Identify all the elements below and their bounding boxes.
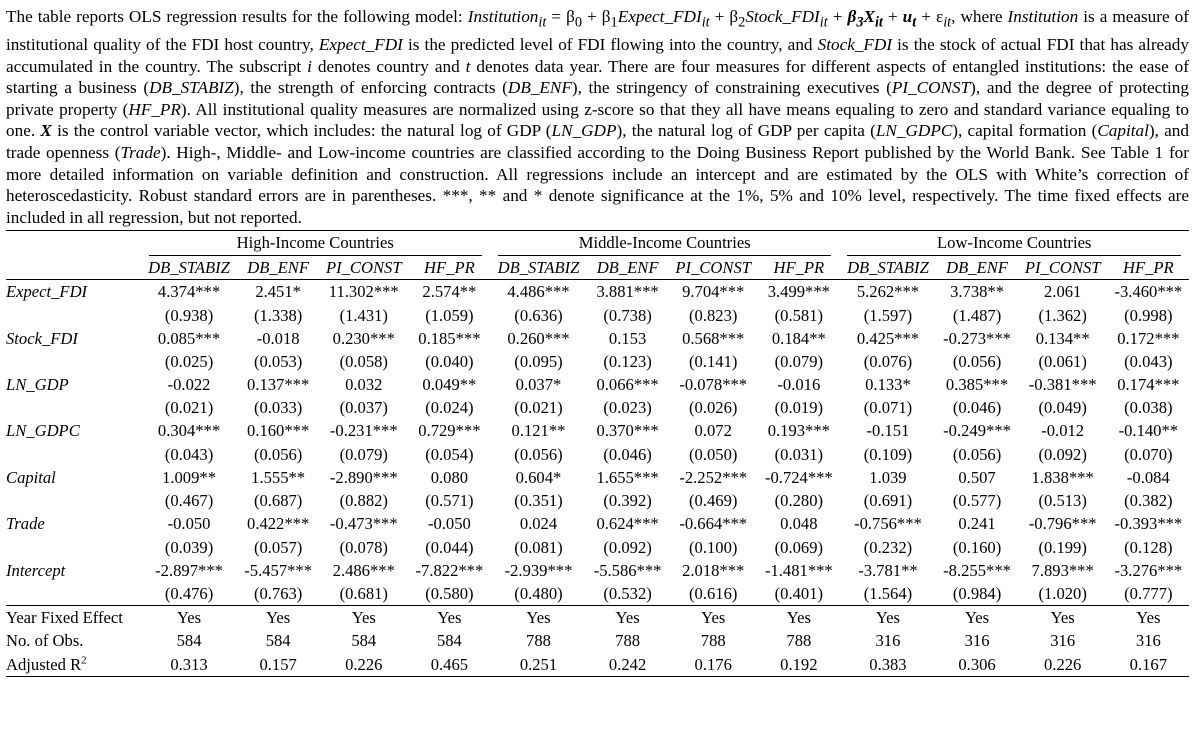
- std-error-cell: (0.681): [339, 584, 388, 604]
- coefficient-cell: 1.655***: [596, 467, 659, 487]
- coefficient-cell: 2.018***: [682, 560, 745, 580]
- std-error-cell: (0.467): [164, 491, 214, 511]
- coefficient-cell: 0.385***: [945, 375, 1009, 394]
- coefficient-cell: 0.133*: [865, 375, 911, 394]
- footer-value: 0.383: [839, 653, 936, 677]
- std-error-cell: (0.057): [253, 537, 303, 557]
- footer-value: 0.176: [668, 653, 758, 677]
- coefficient-cell: -5.457***: [244, 560, 313, 580]
- footer-value: Yes: [758, 606, 839, 630]
- blank-cell: [6, 536, 141, 559]
- std-error-cell: (0.513): [1038, 491, 1087, 511]
- std-error-cell: (0.040): [425, 352, 474, 371]
- std-error-cell: (1.597): [863, 305, 913, 325]
- std-error-cell: (0.069): [774, 537, 824, 557]
- coefficient-cell: 0.624***: [596, 514, 659, 534]
- std-error-cell: (0.024): [425, 398, 474, 418]
- footer-value: 0.226: [319, 653, 409, 677]
- std-error-cell: (0.109): [863, 444, 913, 464]
- coefficient-cell: 0.160***: [247, 421, 310, 441]
- table-row-se: [6, 304, 1189, 327]
- table-row: [6, 559, 1189, 582]
- row-label: LN_GDPC: [6, 421, 80, 441]
- std-error-cell: (0.053): [253, 352, 303, 371]
- coefficient-cell: -2.252***: [679, 467, 748, 487]
- coefficient-cell: 0.185***: [418, 328, 481, 348]
- coefficient-cell: -0.018: [256, 328, 300, 348]
- std-error-cell: (0.037): [339, 398, 388, 418]
- footer-label-text: Adjusted R: [6, 654, 82, 674]
- coefficient-cell: 4.374***: [141, 280, 238, 304]
- std-error-cell: (0.232): [863, 537, 913, 557]
- std-error-cell: (0.141): [689, 352, 738, 371]
- column-header: PI_CONST: [1024, 257, 1101, 277]
- coefficient-cell: -3.276***: [1114, 560, 1183, 580]
- coefficient-cell: 0.032: [345, 375, 383, 394]
- std-error-cell: (0.079): [774, 352, 824, 371]
- table-row: [6, 419, 1189, 442]
- footer-value: Yes: [587, 606, 668, 630]
- table-row-se: [6, 489, 1189, 512]
- group-high-income: High-Income Countries: [141, 231, 490, 256]
- coefficient-cell: 0.024: [519, 514, 558, 534]
- table-row: [6, 327, 1189, 350]
- coefficient-cell: 0.260***: [507, 328, 570, 348]
- std-error-cell: (0.023): [603, 398, 652, 418]
- std-error-cell: (0.199): [1038, 537, 1087, 557]
- blank-cell: [6, 443, 141, 466]
- coefficient-cell: -0.012: [1041, 421, 1085, 441]
- table-row-se: [6, 536, 1189, 559]
- coefficient-cell: -0.473***: [329, 514, 398, 534]
- std-error-cell: (1.020): [1038, 584, 1087, 604]
- std-error-cell: (0.351): [514, 491, 563, 511]
- footer-value: 584: [351, 631, 377, 651]
- coefficient-cell: -2.890***: [329, 467, 398, 487]
- footer-value: 0.157: [238, 653, 319, 677]
- blank-cell: [6, 396, 141, 419]
- table-body: [6, 280, 1189, 677]
- footer-row: [6, 629, 1189, 652]
- coefficient-cell: 3.499***: [758, 280, 839, 304]
- footer-value: 316: [964, 631, 990, 651]
- std-error-cell: (0.636): [514, 305, 563, 325]
- coefficient-cell: -2.939***: [504, 560, 573, 580]
- std-error-cell: (0.043): [164, 444, 214, 464]
- coefficient-cell: 0.370***: [596, 421, 659, 441]
- std-error-cell: (0.046): [603, 444, 652, 464]
- coefficient-cell: -2.897***: [155, 560, 223, 580]
- footer-label-text: No. of Obs.: [6, 631, 84, 651]
- std-error-cell: (0.050): [689, 444, 738, 464]
- std-error-cell: (0.056): [952, 444, 1002, 464]
- std-error-cell: (0.092): [1038, 444, 1087, 464]
- coefficient-cell: -0.078***: [679, 375, 748, 394]
- coefficient-cell: 0.604*: [515, 467, 562, 487]
- coefficient-cell: 0.049**: [422, 375, 477, 394]
- group-header-row: [6, 231, 1189, 256]
- table-row-se: [6, 350, 1189, 373]
- coefficient-cell: 0.425***: [856, 328, 920, 348]
- coefficient-cell: -1.481***: [764, 560, 833, 580]
- table-row-se: [6, 582, 1189, 606]
- std-error-cell: (0.401): [774, 584, 824, 604]
- coefficient-cell: 11.302***: [319, 280, 409, 304]
- coefficient-cell: 4.486***: [490, 280, 587, 304]
- footer-value: Yes: [1108, 606, 1189, 630]
- std-error-cell: (0.061): [1038, 352, 1087, 371]
- std-error-cell: (0.128): [1124, 537, 1173, 557]
- footer-label: [6, 629, 141, 652]
- column-header: DB_STABIZ: [148, 257, 230, 277]
- coefficient-cell: 0.507: [958, 467, 996, 487]
- std-error-cell: (0.021): [164, 398, 214, 418]
- coefficient-cell: -5.586***: [593, 560, 662, 580]
- footer-value: Yes: [141, 606, 238, 630]
- coefficient-cell: -0.393***: [1114, 514, 1183, 534]
- coefficient-cell: 0.072: [694, 421, 732, 441]
- coefficient-cell: 0.174***: [1117, 375, 1180, 394]
- footer-label: [6, 653, 141, 677]
- group-middle-income: Middle-Income Countries: [490, 231, 839, 256]
- footer-row: [6, 606, 1189, 630]
- footer-value: 316: [1135, 631, 1161, 651]
- std-error-cell: (0.039): [164, 537, 214, 557]
- footer-value: 788: [700, 631, 726, 651]
- column-header: DB_ENF: [596, 257, 659, 277]
- coefficient-cell: -0.016: [777, 375, 821, 394]
- std-error-cell: (0.577): [952, 491, 1002, 511]
- std-error-cell: (0.071): [863, 398, 913, 418]
- std-error-cell: (0.123): [603, 352, 652, 371]
- footer-value: Yes: [668, 606, 758, 630]
- std-error-cell: (1.338): [253, 305, 303, 325]
- coefficient-cell: -0.084: [1126, 467, 1170, 487]
- footer-label: [6, 606, 141, 630]
- coefficient-cell: 3.881***: [587, 280, 668, 304]
- std-error-cell: (0.382): [1124, 491, 1173, 511]
- std-error-cell: (0.984): [952, 584, 1002, 604]
- coefficient-cell: -0.050: [167, 514, 211, 534]
- coefficient-cell: 3.738**: [936, 280, 1017, 304]
- coefficient-cell: -0.022: [167, 375, 211, 394]
- footer-value: 0.465: [409, 653, 490, 677]
- std-error-cell: (0.056): [253, 444, 303, 464]
- coefficient-cell: -0.664***: [679, 514, 748, 534]
- coefficient-cell: 0.729***: [418, 421, 481, 441]
- row-label: Trade: [6, 514, 45, 534]
- std-error-cell: (0.070): [1124, 444, 1173, 464]
- std-error-cell: (1.487): [952, 305, 1002, 325]
- coefficient-cell: 1.039: [869, 467, 907, 487]
- std-error-cell: (0.078): [339, 537, 388, 557]
- row-label: LN_GDP: [6, 375, 69, 394]
- column-header: HF_PR: [773, 257, 825, 277]
- footer-row: [6, 653, 1189, 677]
- std-error-cell: (0.043): [1124, 352, 1173, 371]
- footer-value: 0.313: [141, 653, 238, 677]
- row-label: Capital: [6, 467, 56, 487]
- coefficient-cell: 1.009**: [162, 467, 216, 487]
- std-error-cell: (0.938): [164, 305, 214, 325]
- column-header: HF_PR: [1123, 257, 1174, 277]
- coefficient-cell: -3.460***: [1108, 280, 1189, 304]
- std-error-cell: (0.160): [952, 537, 1002, 557]
- regression-table: [6, 230, 1189, 677]
- std-error-cell: (0.081): [514, 537, 563, 557]
- corner-cell: [6, 256, 141, 280]
- column-header-row: [6, 256, 1189, 280]
- std-error-cell: (0.738): [603, 305, 652, 325]
- std-error-cell: (1.059): [425, 305, 474, 325]
- footer-value: 584: [436, 631, 462, 651]
- std-error-cell: (0.571): [425, 491, 474, 511]
- coefficient-cell: 2.061: [1018, 280, 1108, 304]
- footer-value: Yes: [490, 606, 587, 630]
- coefficient-cell: -0.724***: [764, 467, 833, 487]
- table-caption: The table reports OLS regression results for the following model: Institution$_{it}$ = $\beta_0$ + $\beta_1Expect\_FDI_{it}$ + $\beta_2Stock\_FDI_{it} + \beta_3X_{it} + u_t + \varepsilon_{it}$, where Institution is a measure of institutional quality of the FDI host country, Expect_FDI is the predicted level of FDI flowing into the country, and Stock_FDI is the stock of actual FDI that has already accumulated in the country. The subscript i denotes country and t denotes data year. There are four measures for different aspects of entangled institutions: the ease of starting a business (DB_STABIZ), the strength of enforcing contracts (DB_ENF), the stringency of constraining executives (PI_CONST), and the degree of protecting private property (HF_PR). All institutional quality measures are normalized using z-score so that they all have means equaling to zero and standard variance equaling to one. X is the control variable vector, which includes: the natural log of GDP (LN_GDP), the natural log of GDP per capita (LN_GDPC), capital formation (Capital), and trade openness (Trade). High-, Middle- and Low-income countries are classified according to the Doing Business Report published by the World Bank. See Table 1 for more detailed information on variable definition and construction. All regressions include an intercept and are estimated by the OLS with White’s correction of heteroscedasticity. Robust standard errors are in parentheses. ***, ** and * denote significance at the 1%, 5% and 10% level, respectively. The time fixed effects are included in all regression, but not reported.: [6, 7, 1190, 227]
- footer-value: 788: [615, 631, 641, 651]
- coefficient-cell: 0.172***: [1117, 328, 1180, 348]
- std-error-cell: (1.431): [339, 305, 388, 325]
- std-error-cell: (0.054): [425, 444, 474, 464]
- coefficient-cell: 0.304***: [157, 421, 221, 441]
- corner-cell: [6, 231, 141, 256]
- coefficient-cell: 0.153: [608, 328, 647, 348]
- coefficient-cell: -8.255***: [943, 560, 1011, 580]
- std-error-cell: (0.056): [952, 352, 1002, 371]
- coefficient-cell: -0.140**: [1118, 421, 1179, 441]
- footer-value: 788: [786, 631, 812, 651]
- std-error-cell: (0.687): [253, 491, 303, 511]
- footer-value: 0.251: [490, 653, 587, 677]
- std-error-cell: (0.581): [774, 305, 824, 325]
- std-error-cell: (1.564): [863, 584, 913, 604]
- std-error-cell: (0.616): [689, 584, 738, 604]
- coefficient-cell: 0.134**: [1035, 328, 1090, 348]
- std-error-cell: (0.044): [425, 537, 474, 557]
- footer-value: 788: [526, 631, 551, 651]
- std-error-cell: (0.469): [689, 491, 738, 511]
- footer-value: Yes: [238, 606, 319, 630]
- blank-cell: [6, 582, 141, 606]
- footer-value: Yes: [936, 606, 1017, 630]
- std-error-cell: (0.763): [253, 584, 303, 604]
- coefficient-cell: 2.486***: [332, 560, 395, 580]
- footer-value: Yes: [839, 606, 936, 630]
- std-error-cell: (0.049): [1038, 398, 1087, 418]
- std-error-cell: (0.076): [863, 352, 913, 371]
- coefficient-cell: 7.893***: [1031, 560, 1094, 580]
- coefficient-cell: 0.184**: [771, 328, 826, 348]
- blank-cell: [6, 489, 141, 512]
- footer-value: 0.192: [758, 653, 839, 677]
- column-header: DB_ENF: [946, 257, 1008, 277]
- footer-value: 0.242: [587, 653, 668, 677]
- coefficient-cell: 0.121**: [511, 421, 566, 441]
- column-header: HF_PR: [424, 257, 475, 277]
- coefficient-cell: 0.230***: [332, 328, 395, 348]
- std-error-cell: (0.580): [425, 584, 474, 604]
- std-error-cell: (0.031): [774, 444, 824, 464]
- coefficient-cell: 2.451*: [238, 280, 319, 304]
- column-header: PI_CONST: [325, 257, 402, 277]
- coefficient-cell: -0.231***: [329, 421, 398, 441]
- coefficient-cell: 1.838***: [1031, 467, 1094, 487]
- std-error-cell: (0.777): [1124, 584, 1173, 604]
- coefficient-cell: 9.704***: [668, 280, 758, 304]
- column-header: DB_STABIZ: [847, 257, 929, 277]
- coefficient-cell: 0.048: [780, 514, 818, 534]
- row-label: Expect_FDI: [6, 280, 141, 304]
- coefficient-cell: 2.574**: [409, 280, 490, 304]
- table-row: [6, 280, 1189, 304]
- footer-value: Yes: [319, 606, 409, 630]
- column-header: DB_ENF: [247, 257, 310, 277]
- footer-value: 584: [265, 631, 291, 651]
- coefficient-cell: 0.422***: [247, 514, 310, 534]
- table-row: [6, 373, 1189, 396]
- coefficient-cell: -0.756***: [854, 514, 922, 534]
- coefficient-cell: -0.050: [427, 514, 471, 534]
- std-error-cell: (0.476): [164, 584, 214, 604]
- coefficient-cell: 0.066***: [596, 375, 659, 394]
- column-header: PI_CONST: [675, 257, 752, 277]
- coefficient-cell: 0.568***: [682, 328, 745, 348]
- row-label: Intercept: [6, 560, 66, 580]
- std-error-cell: (0.026): [689, 398, 738, 418]
- coefficient-cell: 0.241: [958, 514, 996, 534]
- coefficient-cell: 0.137***: [247, 375, 310, 394]
- footer-value: 584: [176, 631, 202, 651]
- footer-value: 0.306: [936, 653, 1017, 677]
- std-error-cell: (0.079): [339, 444, 388, 464]
- coefficient-cell: -0.796***: [1028, 514, 1097, 534]
- footer-value: 316: [1050, 631, 1076, 651]
- std-error-cell: (0.280): [774, 491, 824, 511]
- blank-cell: [6, 350, 141, 373]
- coefficient-cell: 0.080: [430, 467, 469, 487]
- std-error-cell: (0.882): [339, 491, 388, 511]
- coefficient-cell: 1.555**: [251, 467, 306, 487]
- footer-value: 0.226: [1018, 653, 1108, 677]
- coefficient-cell: -0.273***: [943, 328, 1011, 348]
- footer-value: Yes: [1018, 606, 1108, 630]
- footer-value: 0.167: [1108, 653, 1189, 677]
- row-label: Stock_FDI: [6, 328, 78, 348]
- footer-label-sup: 2: [81, 654, 87, 667]
- coefficient-cell: -3.781**: [858, 560, 918, 580]
- coefficient-cell: 0.193***: [767, 421, 830, 441]
- std-error-cell: (0.100): [689, 537, 738, 557]
- std-error-cell: (0.046): [952, 398, 1002, 418]
- coefficient-cell: 5.262***: [839, 280, 936, 304]
- table-row-se: [6, 443, 1189, 466]
- std-error-cell: (0.095): [514, 352, 563, 371]
- column-header: DB_STABIZ: [497, 257, 580, 277]
- std-error-cell: (0.058): [339, 352, 388, 371]
- std-error-cell: (0.019): [774, 398, 824, 418]
- std-error-cell: (0.092): [603, 537, 652, 557]
- footer-label-text: Year Fixed Effect: [6, 608, 123, 628]
- coefficient-cell: 0.085***: [157, 328, 221, 348]
- std-error-cell: (0.021): [514, 398, 563, 418]
- std-error-cell: (0.532): [603, 584, 652, 604]
- std-error-cell: (0.691): [863, 491, 913, 511]
- std-error-cell: (1.362): [1038, 305, 1087, 325]
- blank-cell: [6, 304, 141, 327]
- std-error-cell: (0.033): [253, 398, 303, 418]
- table-row: [6, 466, 1189, 489]
- footer-value: 316: [875, 631, 901, 651]
- std-error-cell: (0.823): [689, 305, 738, 325]
- coefficient-cell: -0.151: [866, 421, 910, 441]
- footer-value: Yes: [409, 606, 490, 630]
- coefficient-cell: -7.822***: [415, 560, 484, 580]
- coefficient-cell: -0.249***: [943, 421, 1011, 441]
- std-error-cell: (0.998): [1124, 305, 1173, 325]
- coefficient-cell: 0.037*: [515, 375, 562, 394]
- group-low-income: Low-Income Countries: [839, 231, 1189, 256]
- std-error-cell: (0.392): [603, 491, 652, 511]
- table-row: [6, 512, 1189, 535]
- std-error-cell: (0.025): [164, 352, 214, 371]
- std-error-cell: (0.038): [1124, 398, 1173, 418]
- std-error-cell: (0.056): [514, 444, 563, 464]
- coefficient-cell: -0.381***: [1028, 375, 1097, 394]
- std-error-cell: (0.480): [514, 584, 563, 604]
- table-row-se: [6, 396, 1189, 419]
